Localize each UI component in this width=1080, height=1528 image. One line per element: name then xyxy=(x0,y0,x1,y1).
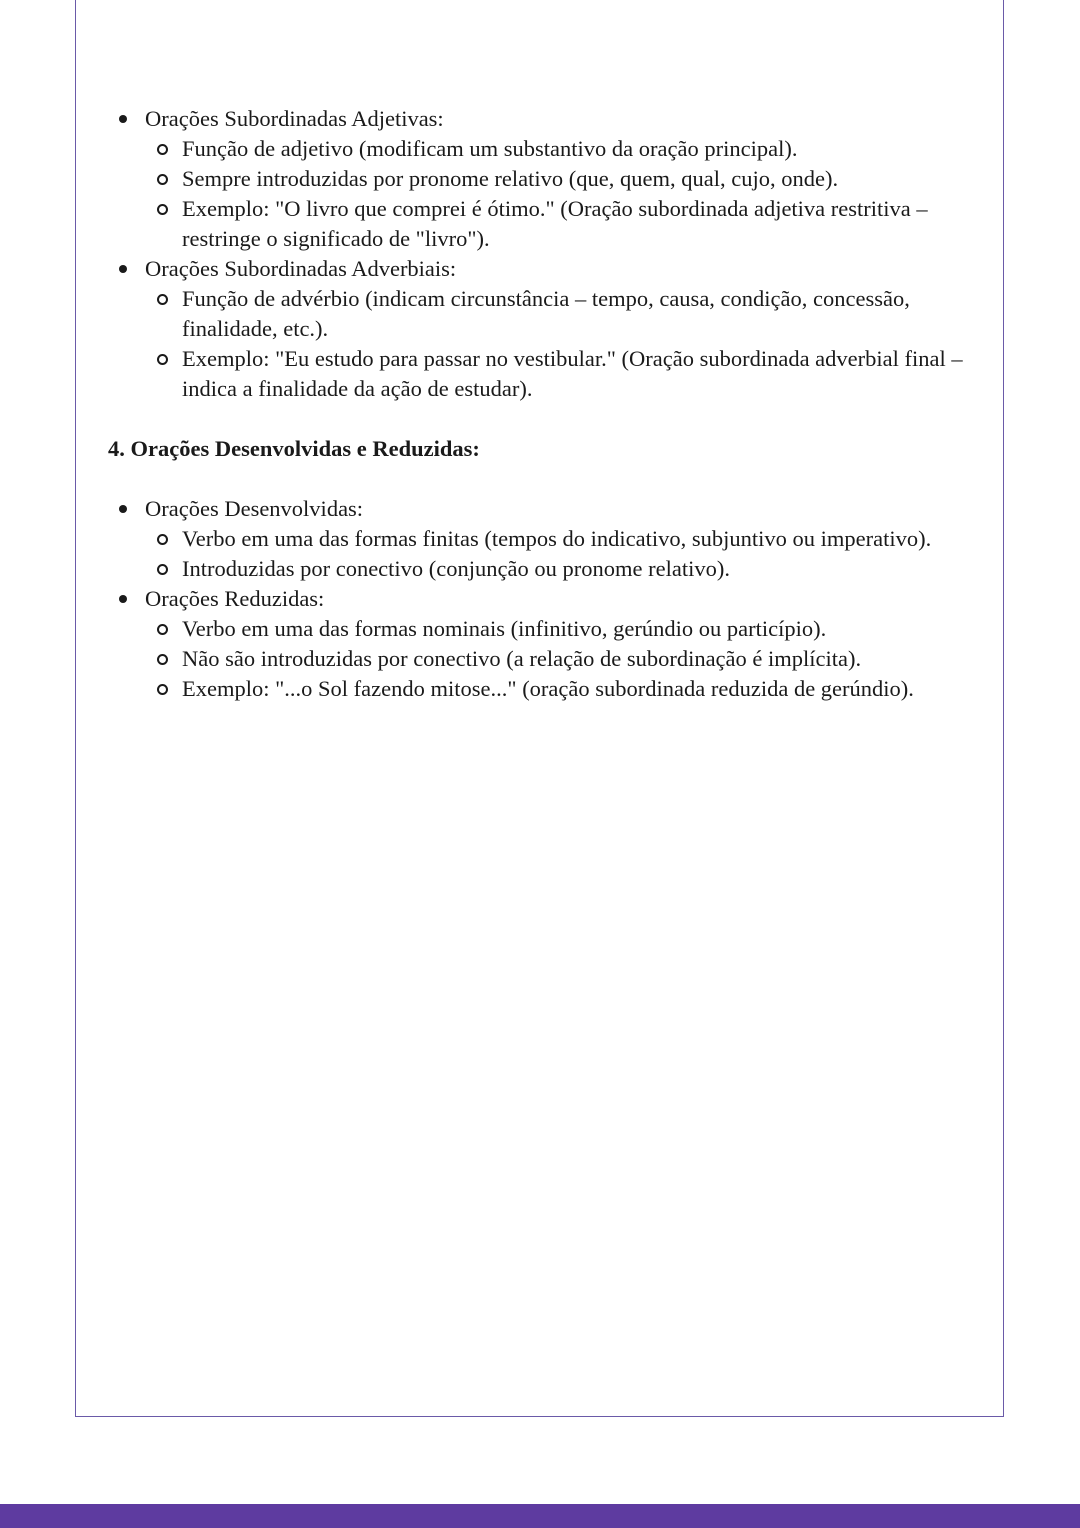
sublist-item xyxy=(145,344,988,404)
sublist-item xyxy=(145,524,988,554)
filled-bullet-icon xyxy=(119,265,127,273)
hollow-bullet-icon xyxy=(157,684,168,695)
list-item-label: Orações Subordinadas Adjetivas: xyxy=(145,106,444,131)
subordinate-clauses-list xyxy=(108,104,988,404)
list-item-label: Orações Reduzidas: xyxy=(145,586,325,611)
sublist-item-text: Exemplo: "O livro que comprei é ótimo." (Oração subordinada adjetiva restritiva – restringe o significado de "livro"). xyxy=(182,196,928,251)
sublist-item-text: Exemplo: "...o Sol fazendo mitose..." (oração subordinada reduzida de gerúndio). xyxy=(182,676,914,701)
sublist-item xyxy=(145,644,988,674)
list-item-adverbiais xyxy=(108,254,988,404)
developed-reduced-list xyxy=(108,494,988,704)
footer-bar xyxy=(0,1504,1080,1528)
sublist xyxy=(145,614,988,704)
section-heading: 4. Orações Desenvolvidas e Reduzidas: xyxy=(108,436,480,461)
sublist-item-text: Sempre introduzidas por pronome relativo (que, quem, qual, cujo, onde). xyxy=(182,166,839,191)
list-item-label: Orações Subordinadas Adverbiais: xyxy=(145,256,457,281)
sublist-item-text: Introduzidas por conectivo (conjunção ou pronome relativo). xyxy=(182,556,730,581)
list-item-adjetivas xyxy=(108,104,988,254)
sublist-item-text: Não são introduzidas por conectivo (a relação de subordinação é implícita). xyxy=(182,646,862,671)
list-item-label: Orações Desenvolvidas: xyxy=(145,496,364,521)
filled-bullet-icon xyxy=(119,595,127,603)
sublist-item-text: Função de adjetivo (modificam um substantivo da oração principal). xyxy=(182,136,798,161)
sublist xyxy=(145,134,988,254)
hollow-bullet-icon xyxy=(157,144,168,155)
hollow-bullet-icon xyxy=(157,534,168,545)
sublist-item-text: Verbo em uma das formas nominais (infinitivo, gerúndio ou particípio). xyxy=(182,616,827,641)
hollow-bullet-icon xyxy=(157,354,168,365)
hollow-bullet-icon xyxy=(157,654,168,665)
filled-bullet-icon xyxy=(119,505,127,513)
document-content xyxy=(108,104,988,704)
list-item-reduzidas xyxy=(108,584,988,704)
sublist xyxy=(145,524,988,584)
sublist-item-text: Verbo em uma das formas finitas (tempos do indicativo, subjuntivo ou imperativo). xyxy=(182,526,932,551)
sublist-item-text: Função de advérbio (indicam circunstância – tempo, causa, condição, concessão, finalidade, etc.). xyxy=(182,286,910,341)
sublist-item xyxy=(145,554,988,584)
sublist-item xyxy=(145,674,988,704)
sublist xyxy=(145,284,988,404)
filled-bullet-icon xyxy=(119,115,127,123)
sublist-item xyxy=(145,284,988,344)
sublist-item xyxy=(145,194,988,254)
hollow-bullet-icon xyxy=(157,564,168,575)
sublist-item xyxy=(145,164,988,194)
sublist-item xyxy=(145,134,988,164)
hollow-bullet-icon xyxy=(157,294,168,305)
hollow-bullet-icon xyxy=(157,624,168,635)
sublist-item xyxy=(145,614,988,644)
hollow-bullet-icon xyxy=(157,204,168,215)
list-item-desenvolvidas xyxy=(108,494,988,584)
sublist-item-text: Exemplo: "Eu estudo para passar no vestibular." (Oração subordinada adverbial final – indica a finalidade da ação de estudar). xyxy=(182,346,963,401)
hollow-bullet-icon xyxy=(157,174,168,185)
